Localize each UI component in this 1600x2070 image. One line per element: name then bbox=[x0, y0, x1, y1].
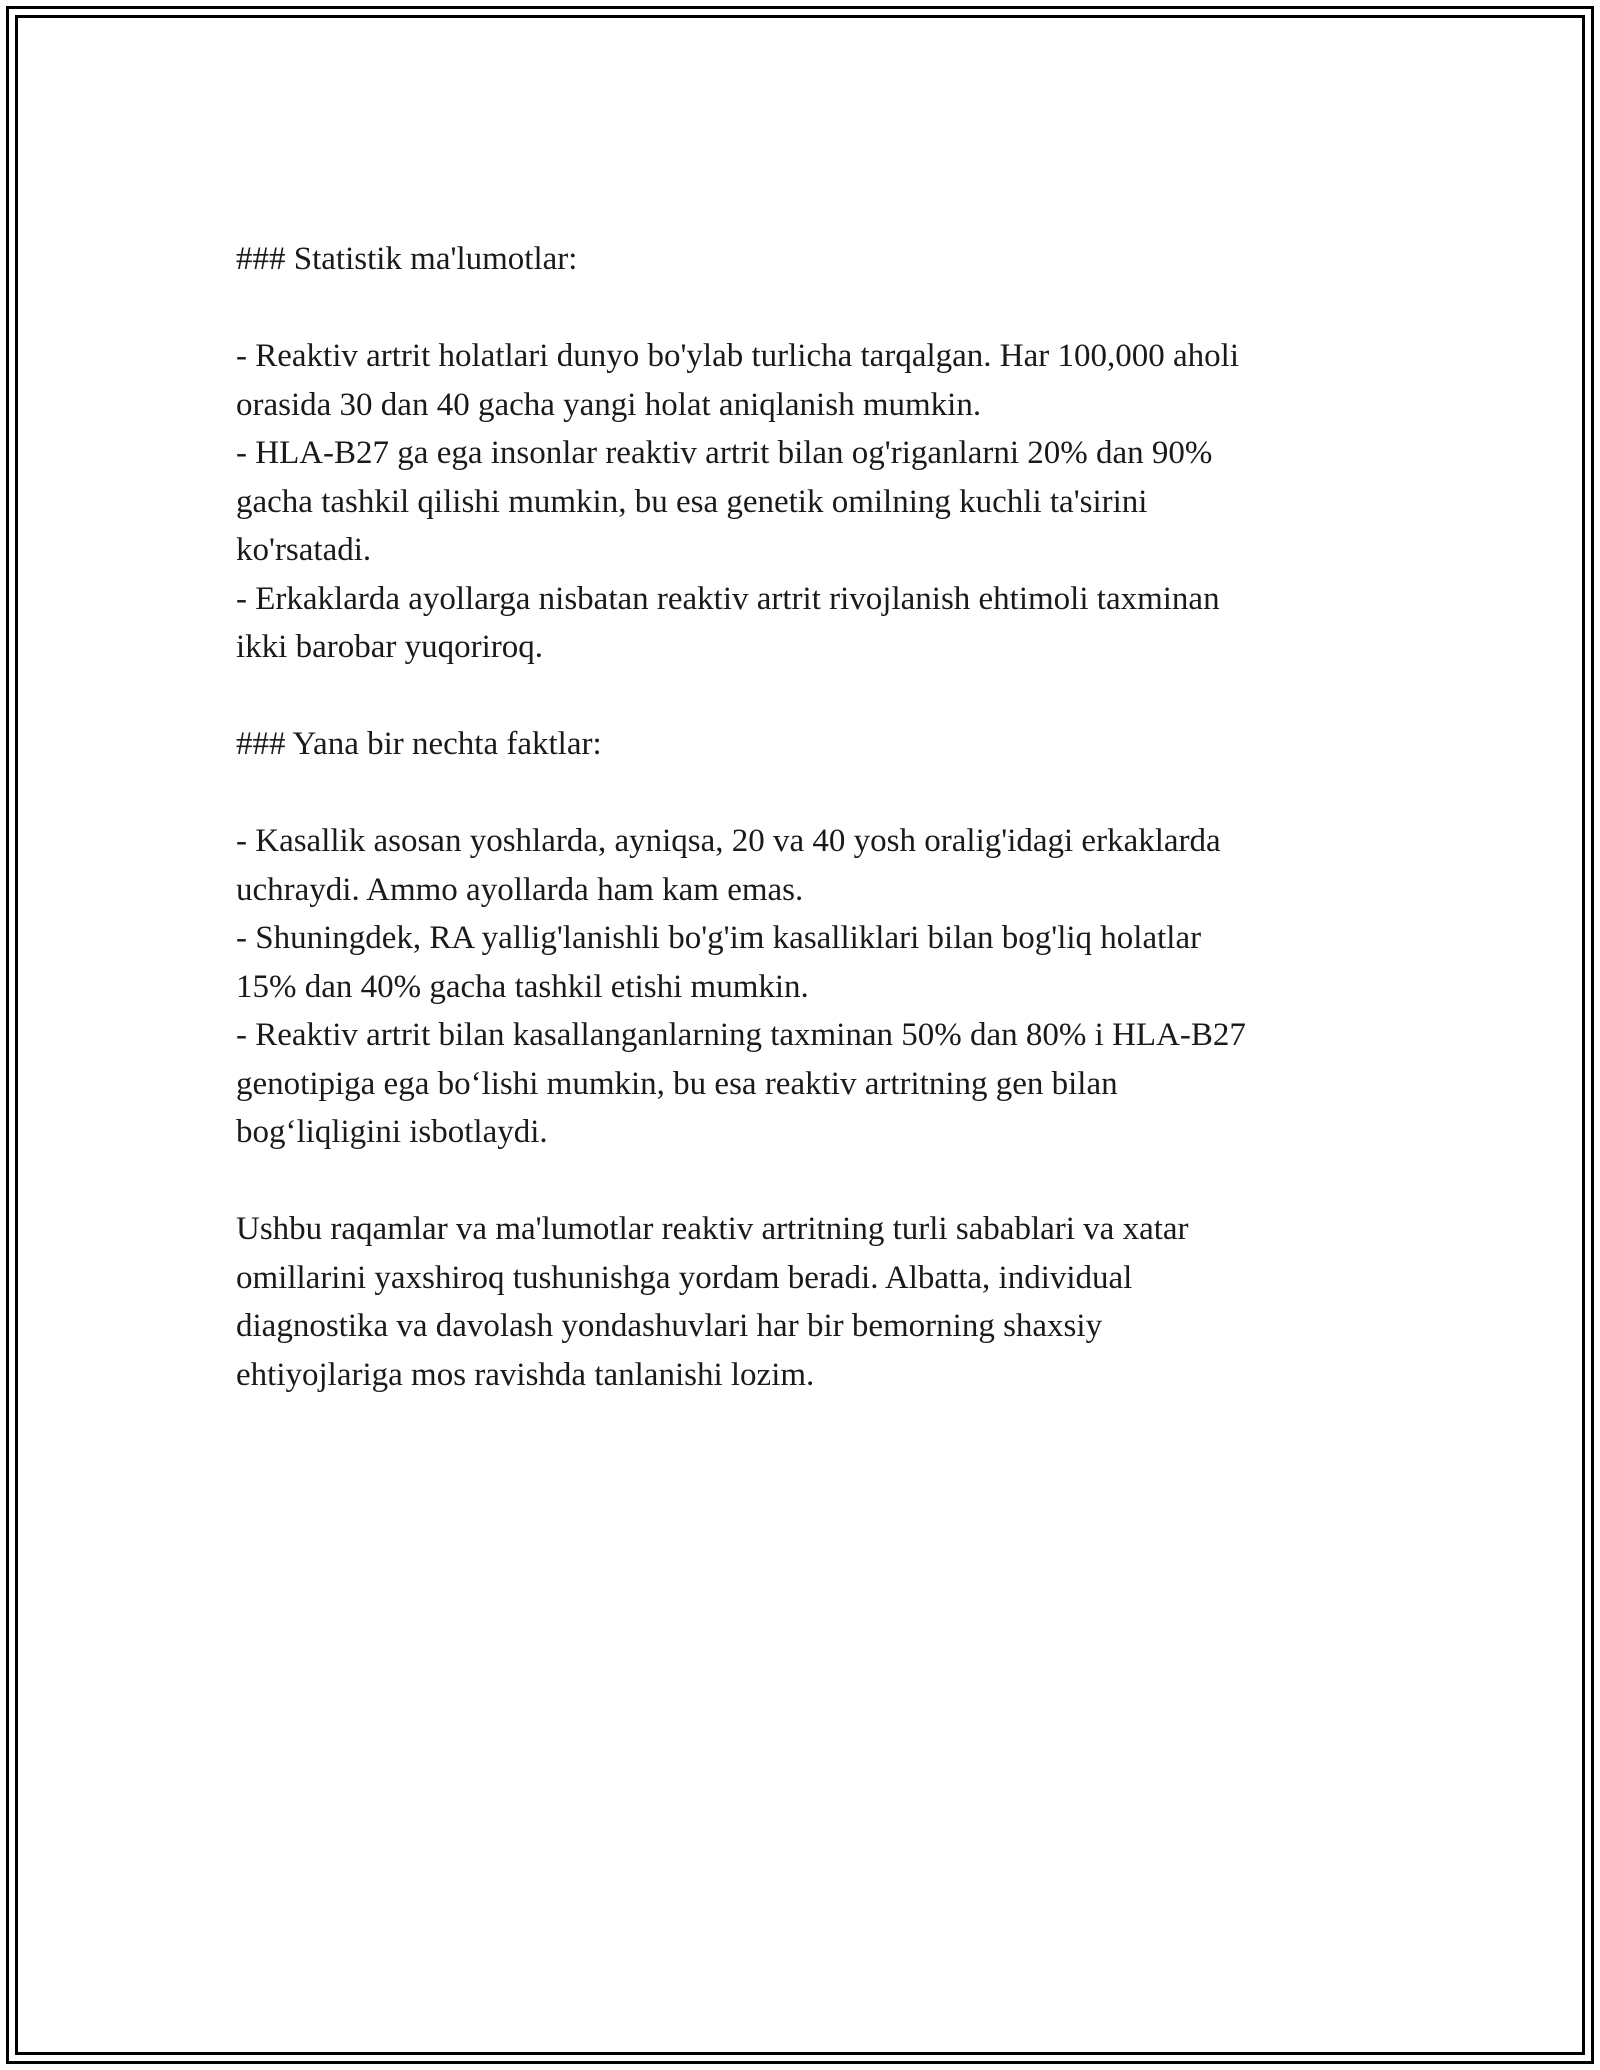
list-item bbox=[236, 817, 1386, 914]
paragraph-line: Ushbu raqamlar va ma'lumotlar reaktiv artritning turli sabablari va xatar bbox=[236, 1211, 1189, 1247]
conclusion-paragraph bbox=[236, 1205, 1386, 1399]
list-item bbox=[236, 429, 1386, 575]
spacer bbox=[236, 284, 1386, 333]
paragraph-line: omillarini yaxshiroq tushunishga yordam beradi. Albatta, individual bbox=[236, 1259, 1133, 1296]
paragraph-line: ehtiyojlariga mos ravishda tanlanishi lozim. bbox=[236, 1356, 815, 1393]
list-item-line: - Reaktiv artrit holatlari dunyo bo'ylab turlicha tarqalgan. Har 100,000 aholi bbox=[236, 338, 1239, 374]
list-item bbox=[236, 575, 1386, 672]
list-item-line: - Shuningdek, RA yallig'lanishli bo'g'im kasalliklari bilan bog'liq holatlar bbox=[236, 920, 1202, 956]
spacer bbox=[236, 1157, 1386, 1206]
list-item-line: - Reaktiv artrit bilan kasallanganlarning taxminan 50% dan 80% i HLA-B27 bbox=[236, 1017, 1246, 1053]
list-item-line: orasida 30 dan 40 gacha yangi holat aniqlanish mumkin. bbox=[236, 386, 982, 423]
list-item-line: 15% dan 40% gacha tashkil etishi mumkin. bbox=[236, 968, 809, 1005]
list-item-line: - HLA-B27 ga ega insonlar reaktiv artrit bilan og'riganlarni 20% dan 90% bbox=[236, 435, 1213, 471]
paragraph-line: diagnostika va davolash yondashuvlari har bir bemorning shaxsiy bbox=[236, 1308, 1103, 1344]
section-heading-statistics: ### Statistik ma'lumotlar: bbox=[236, 241, 578, 277]
list-item bbox=[236, 332, 1386, 429]
list-item bbox=[236, 1011, 1386, 1157]
list-item bbox=[236, 914, 1386, 1011]
list-item-line: - Erkaklarda ayollarga nisbatan reaktiv artrit rivojlanish ehtimoli taxminan bbox=[236, 580, 1220, 617]
list-item-line: bog‘liqligini isbotlaydi. bbox=[236, 1114, 548, 1150]
list-item-line: uchraydi. Ammo ayollarda ham kam emas. bbox=[236, 871, 804, 908]
list-item-line: - Kasallik asosan yoshlarda, ayniqsa, 20 va 40 yosh oralig'idagi erkaklarda bbox=[236, 823, 1221, 859]
document-body bbox=[236, 235, 1386, 1399]
list-item-line: ikki barobar yuqoriroq. bbox=[236, 629, 544, 665]
section-heading-facts: ### Yana bir nechta faktlar: bbox=[236, 726, 602, 762]
spacer bbox=[236, 769, 1386, 818]
list-item-line: genotipiga ega bo‘lishi mumkin, bu esa reaktiv artritning gen bilan bbox=[236, 1065, 1118, 1102]
list-item-line: gacha tashkil qilishi mumkin, bu esa genetik omilning kuchli ta'sirini bbox=[236, 483, 1148, 520]
spacer bbox=[236, 672, 1386, 721]
list-item-line: ko'rsatadi. bbox=[236, 532, 372, 568]
